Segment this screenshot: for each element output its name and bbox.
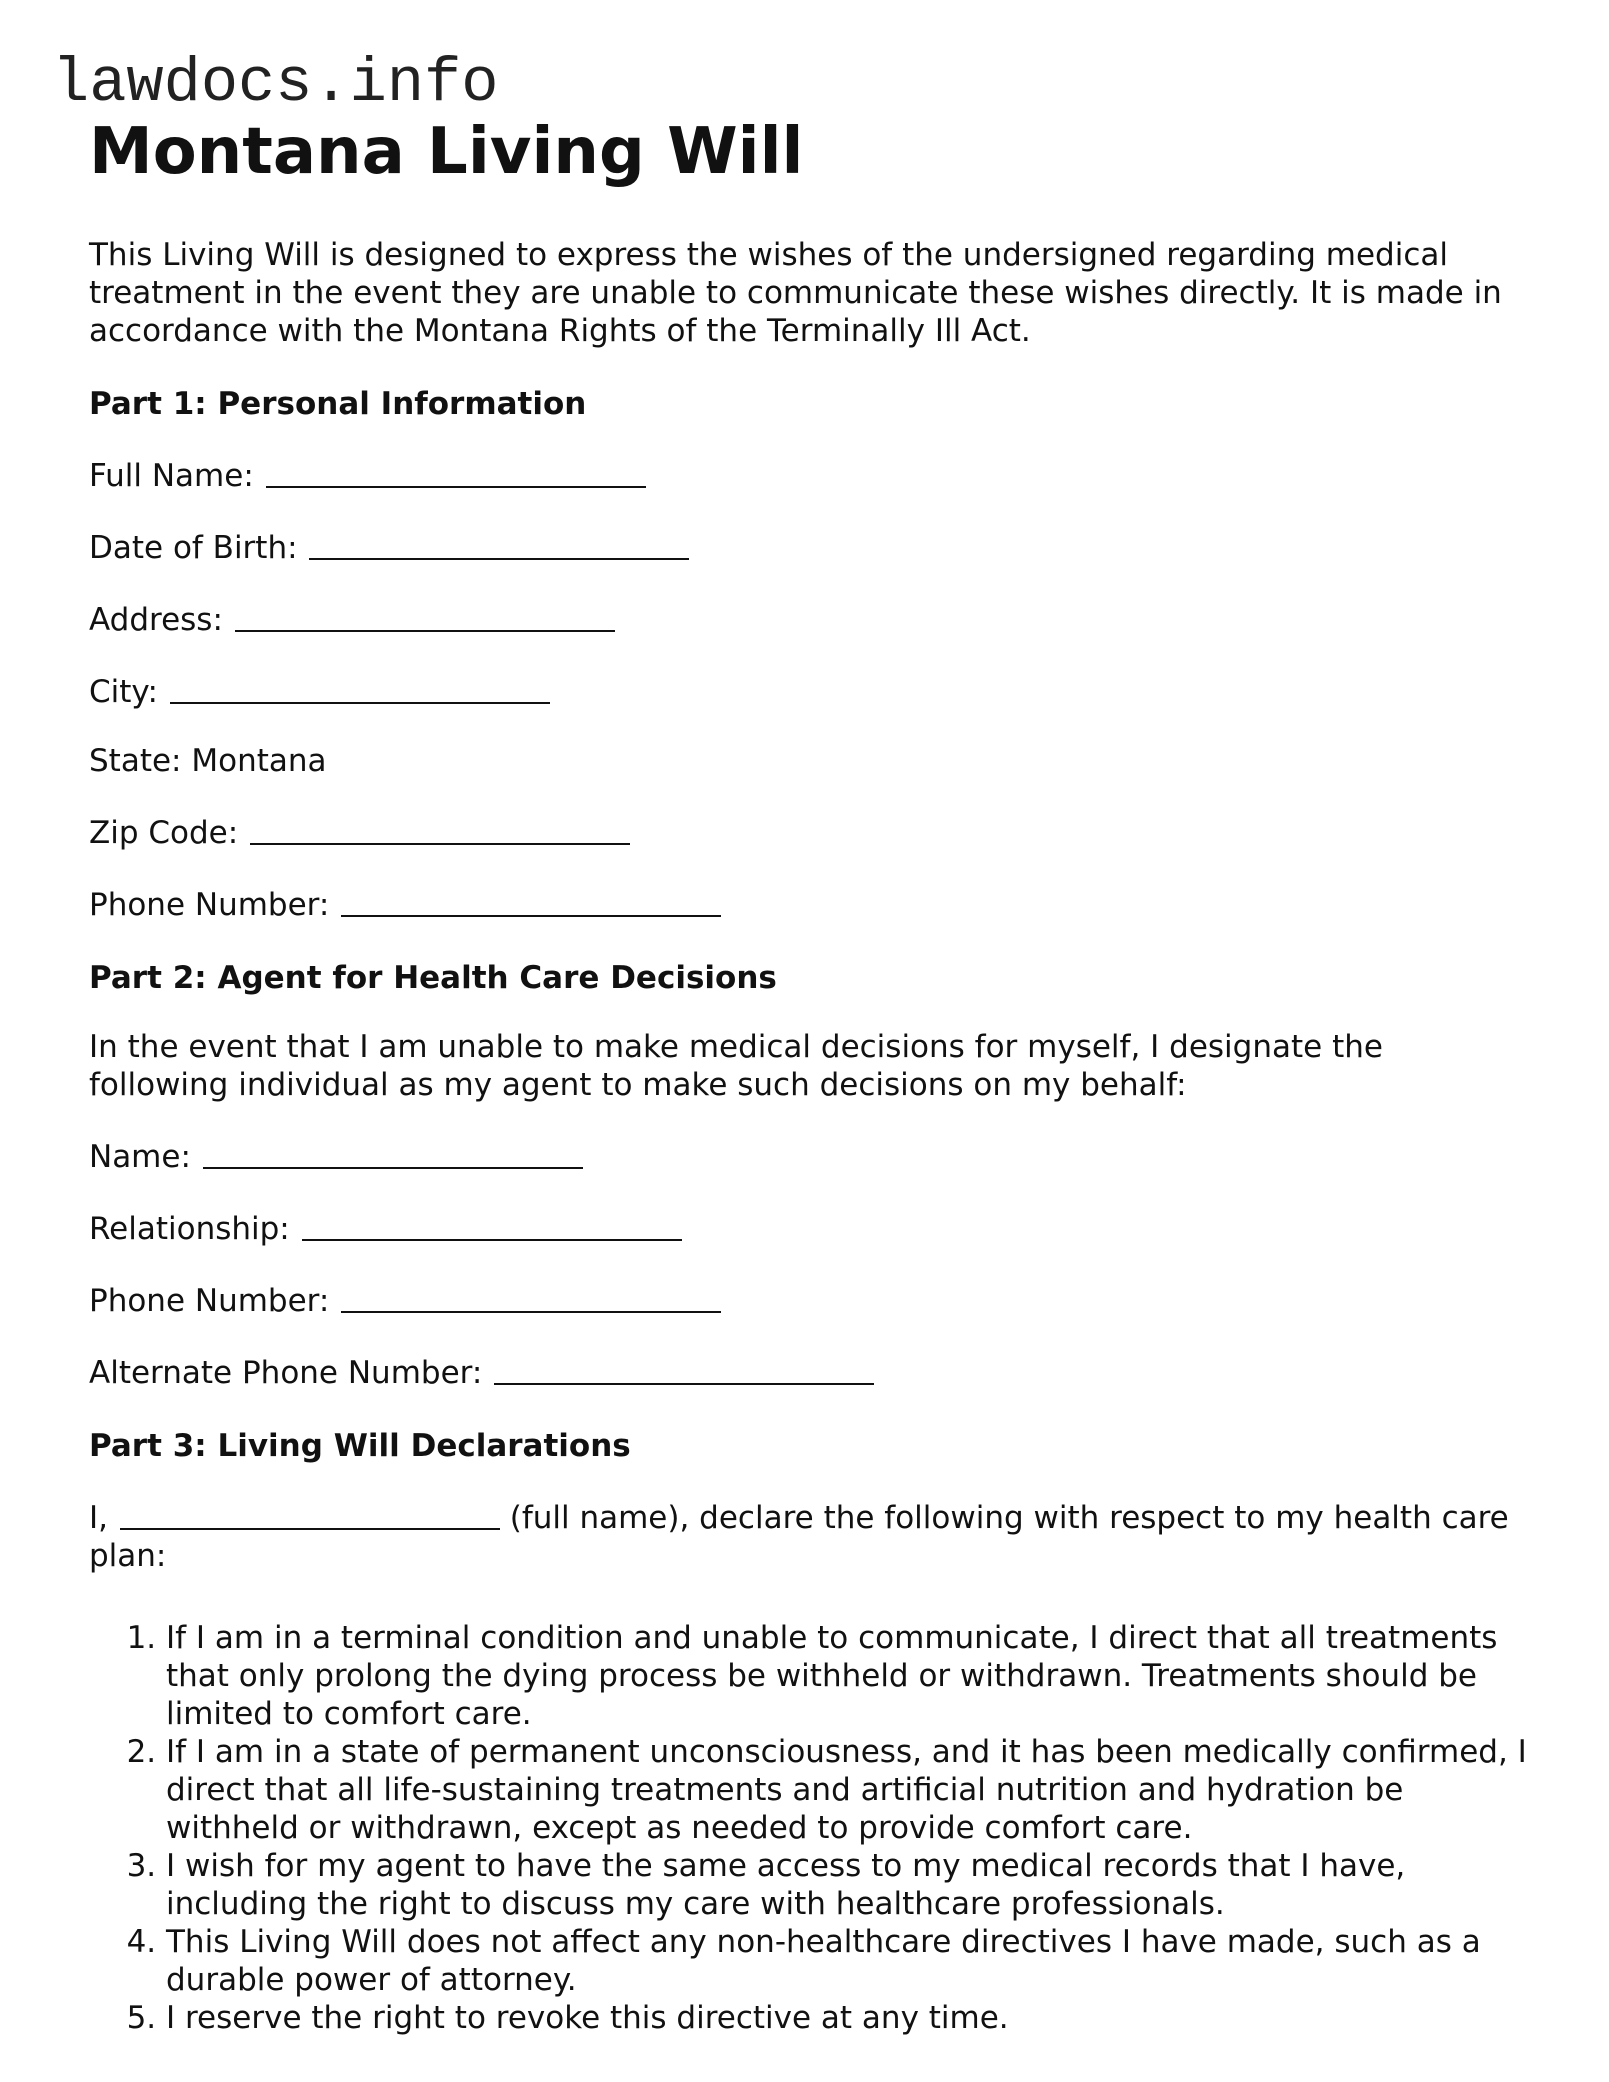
agent-phone-blank[interactable] [341,1281,721,1313]
alt-phone-field [89,1351,1529,1392]
part2-intro: In the event that I am unable to make medical decisions for myself, I designate the following individual as my agent to make such decisions on my behalf: [89,1029,1383,1103]
address-field [89,598,1529,639]
alt-phone-label: Alternate Phone Number: [89,1355,483,1391]
intro-paragraph: This Living Will is designed to express the wishes of the undersigned regarding medical treatment in the event they are unable to communicate these wishes directly. It is made in accordance with the Montana Rights of the Terminally Ill Act. [89,237,1502,349]
dob-field [89,526,1529,567]
declare-prefix: I, [89,1500,108,1536]
state-field [89,742,1529,780]
part2-heading: Part 2: Agent for Health Care Decisions [89,960,777,996]
declaration-item: 3. I wish for my agent to have the same access to my medical records that I have, including the right to discuss my care with healthcare professionals. [166,1847,1529,1923]
zip-field [89,811,1529,852]
declare-suffix: (full name), declare the following with respect to my health care plan: [89,1500,1509,1574]
agent-name-field [89,1135,1529,1176]
declaration-item: 5. I reserve the right to revoke this directive at any time. [166,1999,1529,2037]
full-name-field [89,454,1529,495]
state-text: State: Montana [89,743,327,779]
declaration-item: 2. If I am in a state of permanent unconsciousness, and it has been medically confirmed, I direct that all life-sustaining treatments and artificial nutrition and hydration be withheld or withdrawn, except as needed to provide comfort care. [166,1733,1529,1847]
agent-phone-label: Phone Number: [89,1283,330,1319]
part1-heading: Part 1: Personal Information [89,386,587,422]
alt-phone-blank[interactable] [494,1353,874,1385]
full-name-label: Full Name: [89,458,254,494]
declaration-item: 4. This Living Will does not affect any non-healthcare directives I have made, such as a durable power of attorney. [166,1923,1529,1999]
agent-name-blank[interactable] [203,1137,583,1169]
relationship-blank[interactable] [302,1209,682,1241]
agent-name-label: Name: [89,1139,191,1175]
phone-label: Phone Number: [89,887,330,923]
city-label: City: [89,674,158,710]
dob-label: Date of Birth: [89,530,298,566]
zip-blank[interactable] [250,813,630,845]
relationship-label: Relationship: [89,1211,290,1247]
declaration-item: 1. If I am in a terminal condition and unable to communicate, I direct that all treatments that only prolong the dying process be withheld or withdrawn. Treatments should be limited to comfort care. [166,1619,1529,1733]
document-body [89,108,1529,2037]
address-blank[interactable] [235,600,615,632]
site-watermark: lawdocs.info [52,48,499,119]
agent-phone-field [89,1279,1529,1320]
zip-label: Zip Code: [89,815,239,851]
city-blank[interactable] [170,672,550,704]
address-label: Address: [89,602,223,638]
document-title: Montana Living Will [89,115,804,189]
phone-blank[interactable] [341,885,721,917]
city-field [89,670,1529,711]
relationship-field [89,1207,1529,1248]
declarant-name-blank[interactable] [120,1498,500,1530]
dob-blank[interactable] [309,528,689,560]
declarations-list [89,1619,1529,2037]
part3-heading: Part 3: Living Will Declarations [89,1428,631,1464]
full-name-blank[interactable] [266,456,646,488]
phone-field [89,883,1529,924]
declaration-statement [89,1496,1529,1575]
